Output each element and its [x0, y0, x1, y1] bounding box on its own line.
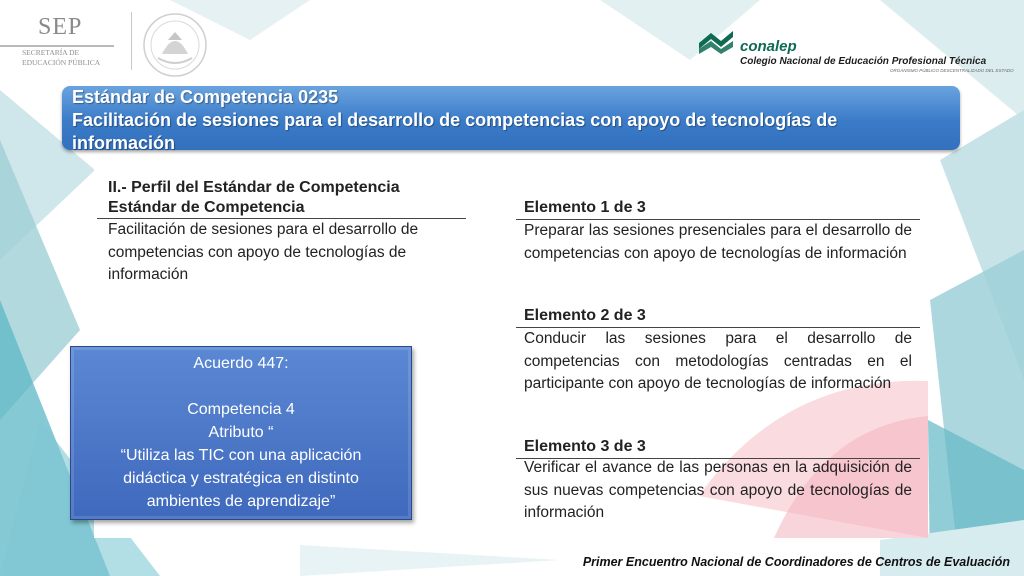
conalep-name: conalep: [740, 38, 797, 55]
logo-divider: [131, 12, 132, 70]
element-3-text: Verificar el avance de las personas en la adquisición de sus nuevas competencias con apoyo de tecnologías de información: [524, 459, 912, 521]
agreement-quote-line-3: ambientes de aprendizaje”: [146, 493, 336, 510]
element-1-text: Preparar las sesiones presenciales para el desarrollo de competencias con apoyo de tecnologías de información: [524, 222, 912, 262]
element-1-label: Elemento 1 de 3: [524, 199, 646, 216]
sep-subtitle-line-1: SECRETARÍA DE: [22, 48, 80, 57]
sep-subtitle-line-2: EDUCACIÓN PÚBLICA: [22, 58, 101, 67]
agreement-title: Acuerdo 447:: [193, 355, 289, 372]
element-3-label: Elemento 3 de 3: [524, 438, 646, 455]
mexico-seal-icon: [140, 10, 210, 80]
profile-heading: II.- Perfil del Estándar de Competencia: [108, 179, 400, 196]
footer-text: Primer Encuentro Nacional de Coordinadores de Centros de Evaluación: [582, 555, 1010, 569]
title-banner-text: [72, 86, 952, 155]
standard-label: Estándar de Competencia: [108, 199, 305, 216]
standard-text: Facilitación de sesiones para el desarrollo de competencias con apoyo de tecnologías de información: [108, 221, 419, 283]
agreement-box: [70, 346, 412, 520]
conalep-logo-icon: [697, 29, 735, 55]
element-2-text: Conducir las sesiones para el desarrollo de competencias con metodologías centradas en el participante con apoyo de tecnologías de información: [524, 330, 912, 392]
banner-line-3: información: [72, 133, 176, 153]
banner-line-2: Facilitación de sesiones para el desarrollo de competencias con apoyo de tecnologías de: [72, 110, 838, 130]
sep-logo-text: SEP: [38, 14, 83, 40]
agreement-spacer: [71, 375, 411, 398]
agreement-quote-line-2: didáctica y estratégica en distinto: [123, 470, 359, 487]
element-2-label: Elemento 2 de 3: [524, 307, 646, 324]
sep-logo-subtitle: [22, 48, 106, 68]
banner-line-1: Estándar de Competencia 0235: [72, 87, 339, 107]
conalep-full-name: Colegio Nacional de Educación Profesional Técnica: [740, 56, 987, 67]
agreement-attribute: Atributo “: [208, 424, 274, 441]
agreement-quote-line-1: “Utiliza las TIC con una aplicación: [120, 447, 362, 464]
sep-logo-divider: [0, 45, 114, 47]
conalep-tagline: ORGANISMO PÚBLICO DESCENTRALIZADO DEL ESTADO: [890, 68, 1014, 73]
agreement-competence: Competencia 4: [187, 401, 295, 418]
